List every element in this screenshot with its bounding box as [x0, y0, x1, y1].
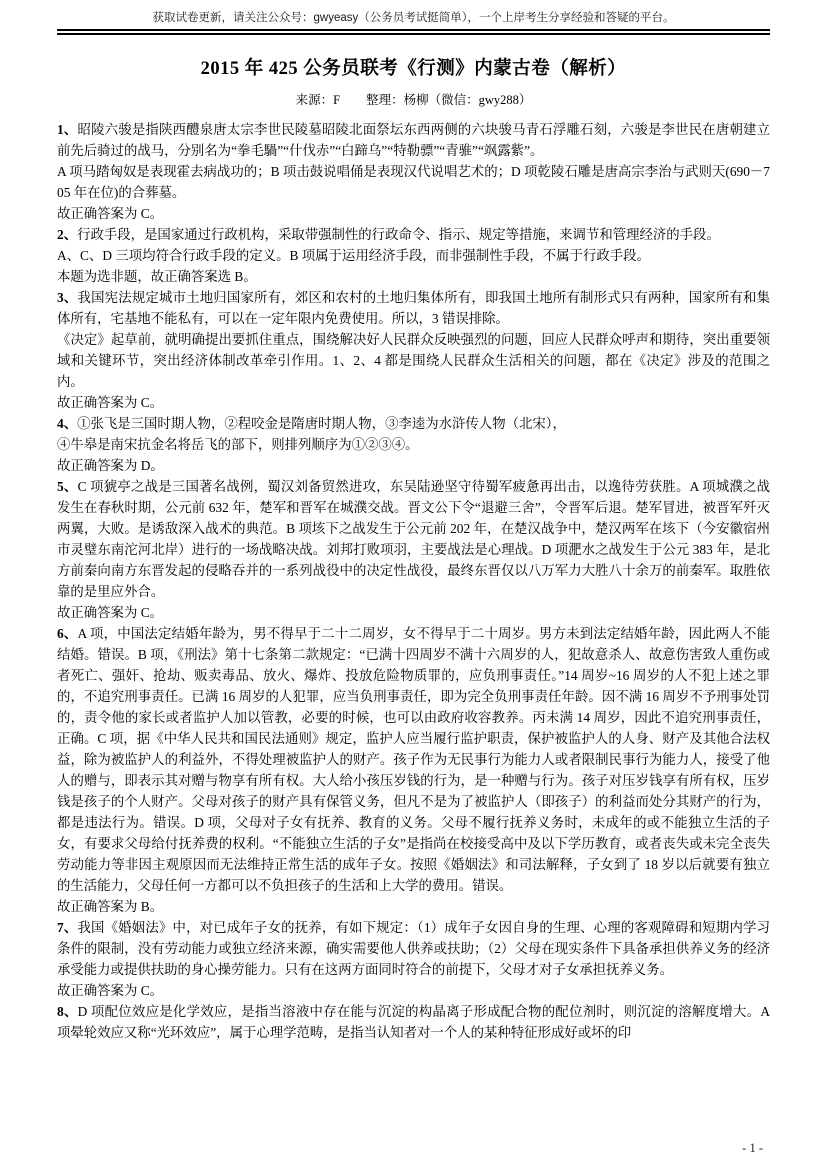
header-notice: 获取试卷更新，请关注公众号：gwyeasy（公务员考试挺简单），一个上岸考生分享经验和答疑的平台。: [152, 12, 675, 24]
editor-label: 整理：杨柳（微信：gwy288）: [366, 93, 532, 107]
paragraph: [57, 329, 770, 392]
paragraph-text: 故正确答案为 B。: [57, 899, 164, 914]
paragraph: [57, 434, 770, 455]
paragraph-text: 本题为选非题，故正确答案选 B。: [57, 269, 257, 284]
paragraph-text: ①张飞是三国时期人物，②程咬金是隋唐时期人物，③李逵为水浒传人物（北宋），: [77, 416, 566, 431]
paragraph-text: 故正确答案为 C。: [57, 395, 164, 410]
source-info: [57, 92, 770, 109]
header-divider: [57, 29, 770, 35]
paragraph-text: ④牛皋是南宋抗金名将岳飞的部下，则排列顺序为①②③④。: [57, 437, 419, 452]
paragraph-text: A、C、D 三项均符合行政手段的定义。B 项属于运用经济手段，而非强制性手段，不属于行政手段。: [57, 248, 650, 263]
paragraph-text: C 项猇亭之战是三国著名战例，蜀汉刘备贸然进攻，东吴陆逊坚守待蜀军疲惫再出击，以逸待劳获胜。A 项城濮之战发生在春秋时期，公元前 632 年，楚军和晋军在城濮交战。晋文公下令“退避三舍”，令晋军后退。楚军冒进，被晋军歼灭两翼，大败。是诱敌深入战术的典范。B 项垓下之战发生于公元前 202 年，在楚汉战争中，楚汉两军在垓下（今安徽宿州市灵璧东南沱河北岸）进行的一场战略决战。刘邦打败项羽，主要战法是心理战。D 项淝水之战发生于公元 383 年，是北方前秦向南方东晋发起的侵略吞并的一系列战役中的决定性战役，最终东晋仅以八万军力大胜八十余万的前秦军。取胜依靠的是里应外合。: [57, 479, 770, 599]
question-number: 5、: [57, 479, 78, 494]
paragraph-text: 故正确答案为 C。: [57, 206, 164, 221]
paragraph-text: 故正确答案为 C。: [57, 983, 164, 998]
paragraph-text: 故正确答案为 D。: [57, 458, 164, 473]
paragraph-text: 《决定》起草前，就明确提出要抓住重点，围绕解决好人民群众反映强烈的问题，回应人民群众呼声和期待，突出重要领域和关键环节，突出经济体制改革牵引作用。1、2、4 都是围绕人民群众生活相关的问题，都在《决定》涉及的范围之内。: [57, 332, 770, 389]
question-number: 7、: [57, 920, 78, 935]
paragraph-q6: [57, 623, 770, 896]
paragraph: [57, 245, 770, 266]
answer-line: [57, 203, 770, 224]
question-number: 8、: [57, 1004, 78, 1019]
paragraph-text: D 项配位效应是化学效应，是指当溶液中存在能与沉淀的构晶离子形成配合物的配位剂时，则沉淀的溶解度增大。A 项晕轮效应又称“光环效应”，属于心理学范畴，是指当认知者对一个人的某种特征形成好或坏的印: [57, 1004, 771, 1040]
question-number: 6、: [57, 626, 78, 641]
question-number: 4、: [57, 416, 78, 431]
paragraph-text: 故正确答案为 C。: [57, 605, 164, 620]
answer-line: [57, 980, 770, 1001]
paragraph-q2: [57, 224, 770, 245]
paragraph-q5: [57, 476, 770, 602]
paragraph-q3: [57, 287, 770, 329]
paragraph-text: A 项马踏匈奴是表现霍去病战功的；B 项击鼓说唱俑是表现汉代说唱艺术的；D 项乾陵石雕是唐高宗李治与武则天(690－705 年在位)的合葬墓。: [57, 164, 770, 200]
paragraph-text: 昭陵六骏是指陕西醴泉唐太宗李世民陵墓昭陵北面祭坛东西两侧的六块骏马青石浮雕石刻，六骏是李世民在唐朝建立前先后骑过的战马，分别名为“拳毛騧”“什伐赤”“白蹄乌”“特勒骠”“青骓”“飒露紫”。: [57, 122, 771, 158]
question-number: 3、: [57, 290, 78, 305]
paragraph-q7: [57, 917, 770, 980]
document-title: 2015 年 425 公务员联考《行测》内蒙古卷（解析）: [200, 59, 627, 79]
answer-line: [57, 602, 770, 623]
answer-content: [57, 119, 770, 1043]
source-label: 来源：F: [295, 93, 341, 107]
page-number: - 1 -: [742, 1141, 763, 1155]
paragraph-text: 我国宪法规定城市土地归国家所有，郊区和农村的土地归集体所有，即我国土地所有制形式只有两种，国家所有和集体所有，宅基地不能私有，可以在一定年限内免费使用。所以，3 错误排除。: [57, 290, 771, 326]
paragraph-q1: [57, 119, 770, 161]
question-number: 1、: [57, 122, 78, 137]
answer-line: [57, 896, 770, 917]
paragraph-text: 行政手段，是国家通过行政机构，采取带强制性的行政命令、指示、规定等措施，来调节和管理经济的手段。: [77, 227, 720, 242]
answer-line: [57, 266, 770, 287]
paragraph-q8: [57, 1001, 770, 1043]
paragraph-text: 我国《婚姻法》中，对已成年子女的抚养，有如下规定：（1）成年子女因自身的生理、心理的客观障碍和短期内学习条件的限制，没有劳动能力或独立经济来源，确实需要他人供养或扶助；（2）父母在现实条件下具备承担供养义务的经济承受能力或提供扶助的身心操劳能力。只有在这两方面同时符合的前提下，父母才对子女承担抚养义务。: [57, 920, 770, 977]
question-number: 2、: [57, 227, 78, 242]
answer-line: [57, 455, 770, 476]
paragraph: [57, 161, 770, 203]
paragraph-text: A 项，中国法定结婚年龄为，男不得早于二十二周岁，女不得早于二十周岁。男方未到法定结婚年龄，因此两人不能结婚。错误。B 项，《刑法》第十七条第二款规定：“已满十四周岁不满十六周岁的人，犯故意杀人、故意伤害致人重伤或者死亡、强奸、抢劫、贩卖毒品、放火、爆炸、投放危险物质罪的，应负刑事责任。”14 周岁~16 周岁的人不犯上述之罪的，不追究刑事责任。已满 16 周岁的人犯罪，应当负刑事责任，即为完全负刑事责任年龄。因不满 16 周岁不予刑事处罚的，责令他的家长或者监护人加以管教，必要的时候，也可以由政府收容教养。丙未满 14 周岁，因此不追究刑事责任，正确。C 项，据《中华人民共和国民法通则》规定，监护人应当履行监护职责，保护被监护人的人身、财产及其他合法权益，除为被监护人的利益外，不得处理被监护人的财产。孩子作为无民事行为能力人或者限制民事行为能力人，接受了他人的赠与，即表示其对赠与物享有所有权。大人给小孩压岁钱的行为，是一种赠与行为。孩子对压岁钱享有所有权，压岁钱是孩子的个人财产。父母对孩子的财产具有保管义务，但凡不是为了被监护人（即孩子）的利益而处分其财产的行为，都是违法行为。错误。D 项，父母对子女有抚养、教育的义务。父母不履行抚养义务时，未成年的或不能独立生活的子女，有要求父母给付抚养费的权利。“不能独立生活的子女”是指尚在校接受高中及以下学历教育，或者丧失或未完全丧失劳动能力等非因主观原因而无法维持正常生活的成年子女。按照《婚姻法》和司法解释，子女到了 18 岁以后就要有独立的生活能力，父母任何一方都可以不负担孩子的生活和上大学的费用。错误。: [57, 626, 770, 893]
answer-line: [57, 392, 770, 413]
paragraph-q4: [57, 413, 770, 434]
